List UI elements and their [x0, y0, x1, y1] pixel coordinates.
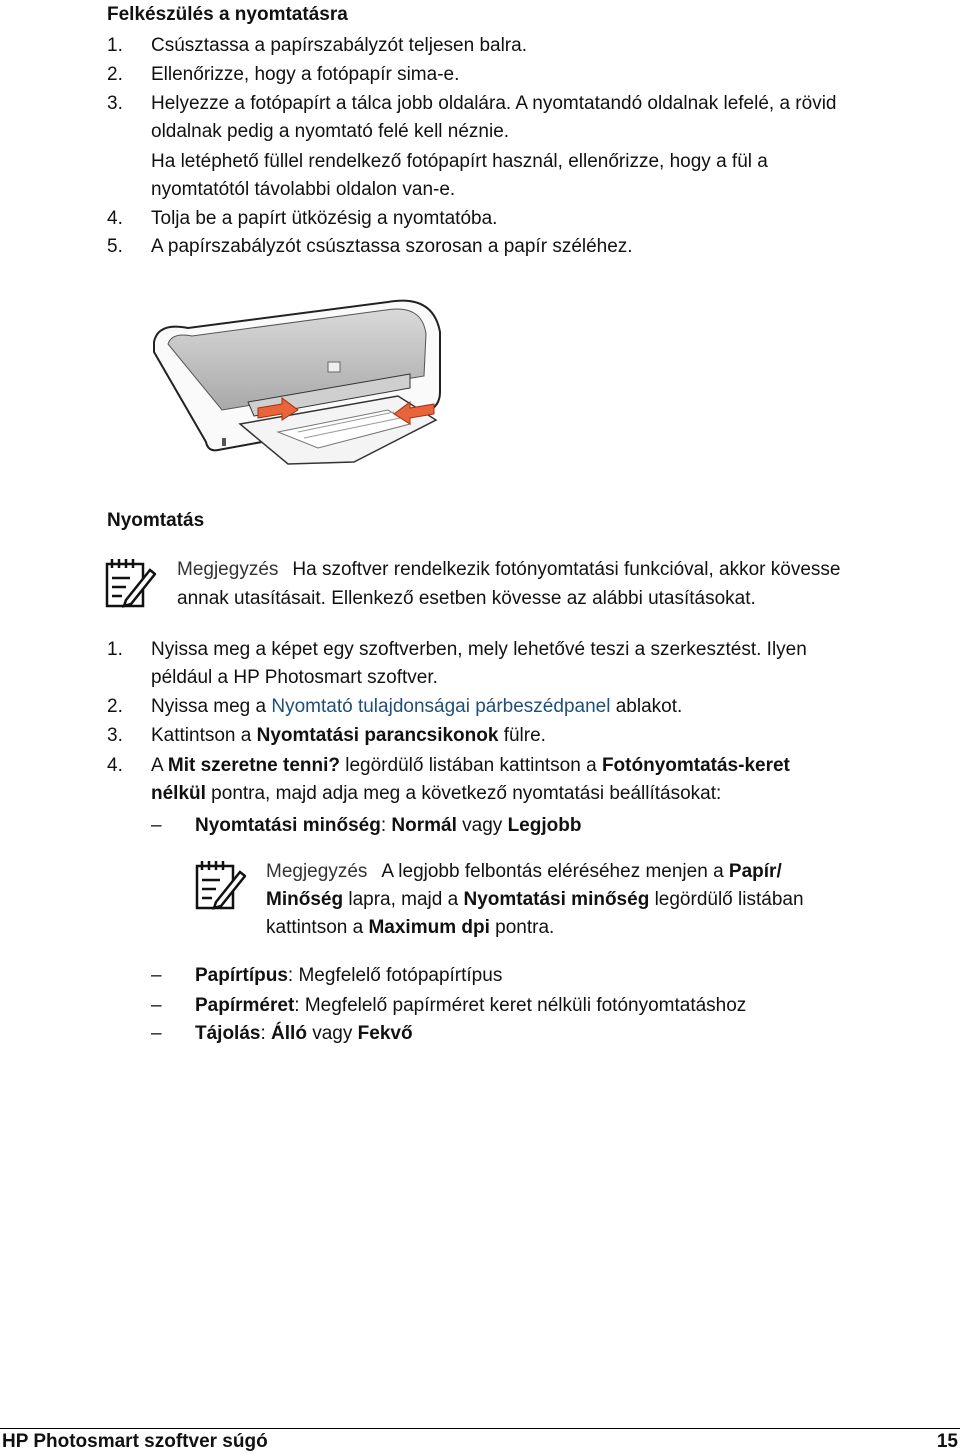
setting-value: Normál: [391, 815, 457, 836]
step-text: Ellenőrizze, hogy a fotópapír sima-e.: [151, 64, 460, 85]
note-text: pontra.: [489, 917, 555, 938]
step-text: A papírszabályzót csúsztassa szorosan a papír széléhez.: [151, 236, 633, 257]
step-text: Helyezze a fotópapírt a tálca jobb oldalára. A nyomtatandó oldalnak lefelé, a rövid: [151, 93, 837, 114]
section-heading-printing: Nyomtatás: [107, 510, 205, 531]
note-text: A legjobb felbontás eléréséhez menjen a: [381, 861, 729, 882]
tab-name: Minőség: [266, 889, 344, 910]
print-step-3: [107, 722, 546, 750]
step-1: [107, 32, 527, 60]
footer-rule: [0, 1428, 960, 1429]
setting-name: Tájolás: [195, 1023, 261, 1044]
note-icon: [104, 556, 156, 610]
step-text: fülre.: [498, 725, 546, 746]
step-number: 2.: [107, 696, 123, 717]
note-2-line-2: [266, 886, 804, 914]
setting-name: Papírtípus: [195, 965, 288, 986]
option-name: Maximum dpi: [368, 917, 490, 938]
printer-illustration: [148, 292, 448, 468]
bullet-paper-type: [151, 962, 502, 990]
step-text: Tolja be a papírt ütközésig a nyomtatóba.: [151, 208, 498, 229]
print-step-1-continuation: például a HP Photosmart szoftver.: [151, 667, 438, 688]
print-step-4-continuation: [151, 780, 721, 808]
list-name: Mit szeretne tenni?: [167, 755, 340, 776]
setting-value: Álló: [271, 1023, 307, 1044]
step-text: Csúsztassa a papírszabályzót teljesen balra.: [151, 35, 527, 56]
tab-name: Nyomtatási parancsikonok: [256, 725, 499, 746]
step-3-continuation: oldalnak pedig a nyomtató felé kell néznie.: [151, 121, 510, 142]
setting-value: Legjobb: [507, 815, 582, 836]
option-name: Fotónyomtatás-keret: [601, 755, 790, 776]
note-text: legördülő listában: [649, 889, 804, 910]
tab-name: Papír/: [728, 861, 782, 882]
note-icon: [194, 858, 246, 912]
note-text: kattintson a: [266, 917, 369, 938]
step-text: Nyissa meg a képet egy szoftverben, mely lehetővé teszi a szerkesztést. Ilyen: [151, 639, 807, 660]
note-2-line-3: [266, 914, 554, 942]
step-number: 1.: [107, 35, 123, 56]
step-text: A: [151, 755, 168, 776]
bullet-orientation: [151, 1020, 413, 1048]
bullet-dash: –: [151, 965, 162, 986]
step-number: 4.: [107, 208, 123, 229]
note-1-line-1: [177, 556, 840, 584]
step-3: [107, 90, 837, 118]
setting-name: Papírméret: [195, 995, 295, 1016]
step-number: 2.: [107, 64, 123, 85]
page-number: 15: [936, 1431, 958, 1452]
note-text: Ha szoftver rendelkezik fotónyomtatási funkcióval, akkor kövesse: [292, 559, 841, 580]
connector: vagy: [306, 1023, 358, 1044]
footer-title: HP Photosmart szoftver súgó: [2, 1431, 268, 1452]
step-3-note-line-1: Ha letéphető füllel rendelkező fotópapírt használ, ellenőrizze, hogy a fül a: [151, 151, 768, 172]
section-heading-preparation: Felkészülés a nyomtatásra: [107, 4, 348, 25]
note-label: Megjegyzés: [177, 559, 279, 580]
setting-value: : Megfelelő papírméret keret nélküli fotónyomtatáshoz: [294, 995, 747, 1016]
note-2-line-1: [266, 858, 782, 886]
note-label: Megjegyzés: [266, 861, 368, 882]
list-name: Nyomtatási minőség: [463, 889, 650, 910]
print-step-1: [107, 636, 807, 664]
step-number: 5.: [107, 236, 123, 257]
setting-value: Fekvő: [357, 1023, 413, 1044]
step-number: 4.: [107, 755, 123, 776]
step-text: Kattintson a: [151, 725, 257, 746]
bullet-dash: –: [151, 995, 162, 1016]
setting-value: : Megfelelő fotópapírtípus: [287, 965, 503, 986]
step-2: [107, 61, 459, 89]
step-number: 1.: [107, 639, 123, 660]
separator: :: [380, 815, 392, 836]
printer-properties-link[interactable]: Nyomtató tulajdonságai párbeszédpanel: [271, 696, 611, 717]
step-5: [107, 233, 633, 261]
bullet-dash: –: [151, 815, 162, 836]
step-number: 3.: [107, 93, 123, 114]
separator: :: [260, 1023, 272, 1044]
bullet-print-quality: [151, 812, 581, 840]
note-text: lapra, majd a: [343, 889, 464, 910]
bullet-dash: –: [151, 1023, 162, 1044]
step-text: legördülő listában kattintson a: [339, 755, 602, 776]
print-step-4: [107, 752, 790, 780]
step-text: pontra, majd adja meg a következő nyomtatási beállításokat:: [205, 783, 722, 804]
bullet-paper-size: [151, 992, 746, 1020]
step-4: [107, 205, 497, 233]
step-3-note-line-2: nyomtatótól távolabbi oldalon van-e.: [151, 179, 456, 200]
step-text: ablakot.: [610, 696, 683, 717]
print-step-2: [107, 693, 682, 721]
setting-name: Nyomtatási minőség: [195, 815, 381, 836]
step-number: 3.: [107, 725, 123, 746]
hp-logo-icon: [328, 362, 340, 372]
option-name: nélkül: [151, 783, 206, 804]
step-text: Nyissa meg a: [151, 696, 272, 717]
note-1-line-2: annak utasításait. Ellenkező esetben kövesse az alábbi utasításokat.: [177, 588, 756, 609]
connector: vagy: [456, 815, 508, 836]
